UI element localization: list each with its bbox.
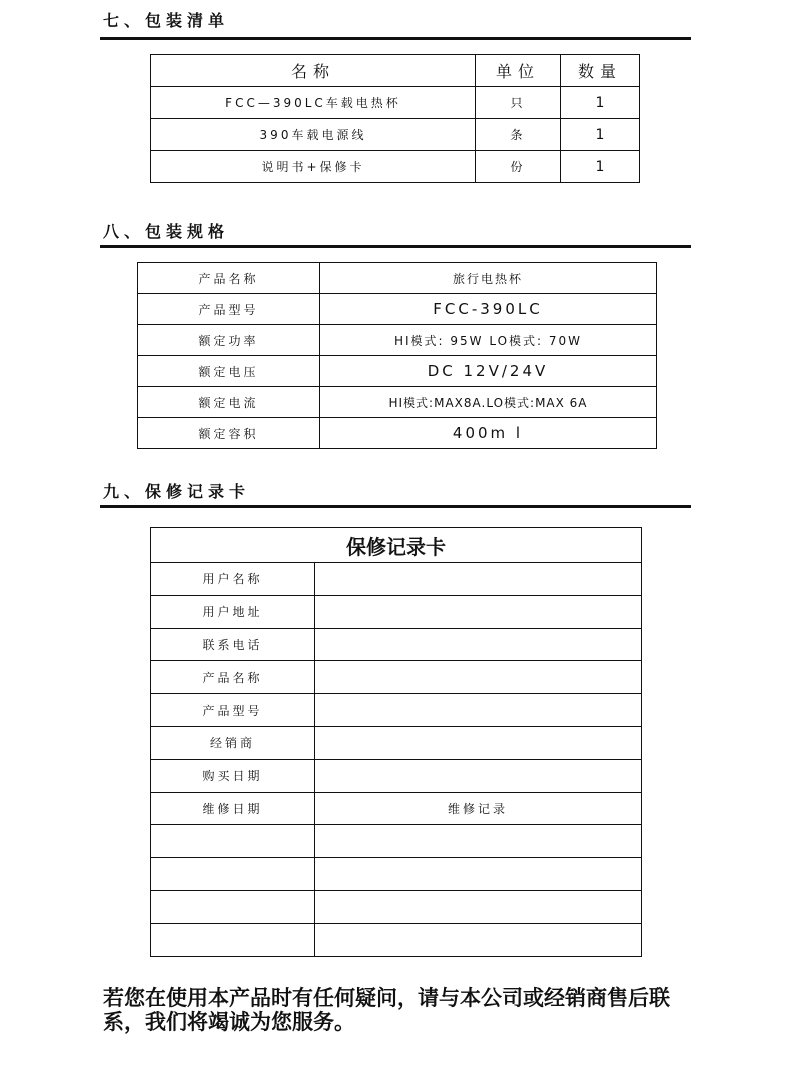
table-row (151, 119, 640, 151)
table-row (151, 151, 640, 183)
table-row (138, 418, 657, 449)
table-row (151, 628, 642, 661)
repair-record-blank (315, 923, 642, 956)
table-row (151, 87, 640, 119)
field-label: 产品型号 (151, 694, 315, 727)
table-row (138, 263, 657, 294)
repair-date-blank (151, 923, 315, 956)
section-title-packing-list: 七、包装清单 (103, 11, 230, 30)
table-row (138, 356, 657, 387)
spec-value: 400m l (320, 418, 657, 449)
repair-date-blank (151, 858, 315, 891)
item-quantity: 1 (561, 151, 640, 183)
spec-label: 额定电压 (138, 356, 320, 387)
field-blank (315, 595, 642, 628)
spec-value: HI模式: 95W LO模式: 70W (320, 325, 657, 356)
spec-value: 旅行电热杯 (320, 263, 657, 294)
spec-label: 产品型号 (138, 294, 320, 325)
repair-record-header: 维修记录 (315, 792, 642, 825)
repair-record-blank (315, 890, 642, 923)
table-row (138, 294, 657, 325)
package-specs-table (137, 262, 657, 449)
field-label: 购买日期 (151, 759, 315, 792)
table-row (151, 563, 642, 596)
item-quantity: 1 (561, 87, 640, 119)
table-row (151, 726, 642, 759)
card-title-row (151, 528, 642, 563)
table-row (151, 694, 642, 727)
repair-row (151, 825, 642, 858)
header-name: 名称 (151, 55, 476, 87)
item-unit: 份 (476, 151, 561, 183)
header-unit: 单位 (476, 55, 561, 87)
section-title-package-specs: 八、包装规格 (103, 222, 230, 241)
item-unit: 条 (476, 119, 561, 151)
spec-label: 额定容积 (138, 418, 320, 449)
section-rule (100, 37, 691, 40)
table-row (151, 595, 642, 628)
spec-value: HI模式:MAX8A.LO模式:MAX 6A (320, 387, 657, 418)
item-name: 390车载电源线 (151, 119, 476, 151)
packing-list-table (150, 54, 640, 183)
repair-record-blank (315, 858, 642, 891)
item-quantity: 1 (561, 119, 640, 151)
repair-date-header: 维修日期 (151, 792, 315, 825)
field-label: 联系电话 (151, 628, 315, 661)
repair-row (151, 890, 642, 923)
item-unit: 只 (476, 87, 561, 119)
warranty-card-table (150, 527, 642, 957)
header-quantity: 数量 (561, 55, 640, 87)
field-label: 用户名称 (151, 563, 315, 596)
item-name: 说明书+保修卡 (151, 151, 476, 183)
table-row (138, 325, 657, 356)
spec-value: FCC-390LC (320, 294, 657, 325)
table-header-row (151, 55, 640, 87)
repair-date-blank (151, 890, 315, 923)
repair-row (151, 858, 642, 891)
repair-date-blank (151, 825, 315, 858)
spec-value: DC 12V/24V (320, 356, 657, 387)
field-label: 产品名称 (151, 661, 315, 694)
section-rule (100, 505, 691, 508)
spec-label: 额定功率 (138, 325, 320, 356)
field-blank (315, 694, 642, 727)
field-blank (315, 661, 642, 694)
field-blank (315, 759, 642, 792)
repair-header-row (151, 792, 642, 825)
field-label: 用户地址 (151, 595, 315, 628)
repair-row (151, 923, 642, 956)
field-blank (315, 563, 642, 596)
section-rule (100, 245, 691, 248)
spec-label: 产品名称 (138, 263, 320, 294)
table-row (151, 661, 642, 694)
field-blank (315, 628, 642, 661)
card-title: 保修记录卡 (151, 528, 642, 563)
spec-label: 额定电流 (138, 387, 320, 418)
section-title-warranty-card: 九、保修记录卡 (103, 482, 251, 501)
repair-record-blank (315, 825, 642, 858)
item-name: FCC—390LC车载电热杯 (151, 87, 476, 119)
table-row (151, 759, 642, 792)
field-label: 经销商 (151, 726, 315, 759)
footer-notice: 若您在使用本产品时有任何疑问，请与本公司或经销商售后联系，我们将竭诚为您服务。 (103, 986, 670, 1034)
table-row (138, 387, 657, 418)
field-blank (315, 726, 642, 759)
